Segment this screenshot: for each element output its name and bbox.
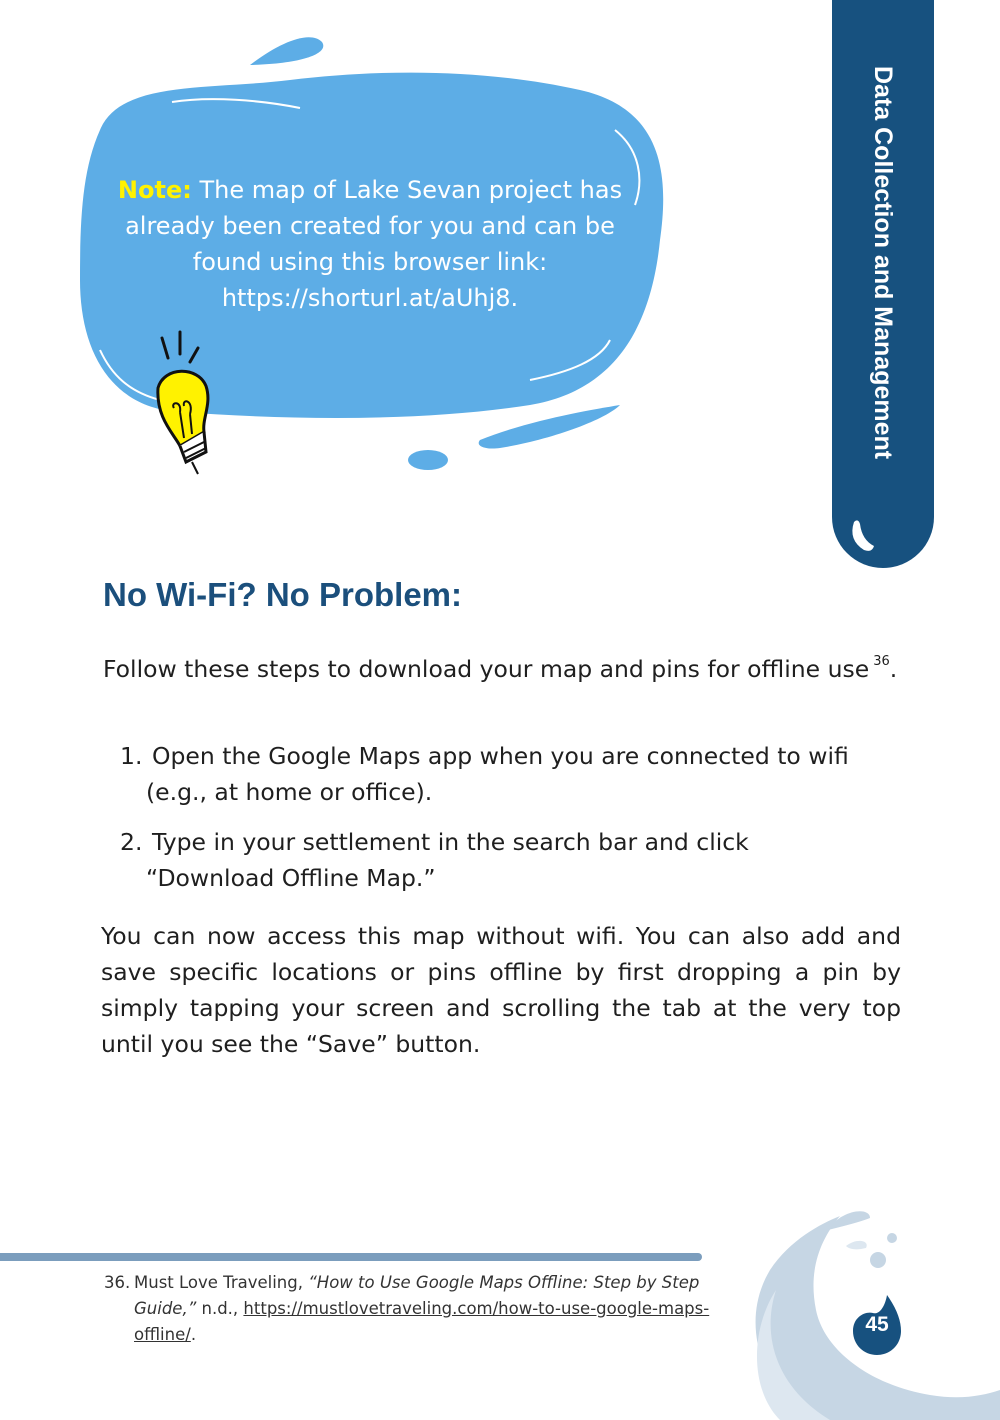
intro-end: . bbox=[889, 655, 898, 683]
intro-paragraph bbox=[103, 644, 903, 687]
step-text bbox=[146, 738, 849, 810]
intro-text: Follow these steps to download your map and pins for offline use bbox=[103, 655, 870, 683]
footnote-link[interactable]: https://mustlovetraveling.com/how-to-use-google-maps-offline/ bbox=[134, 1299, 710, 1344]
step-number: 2. bbox=[120, 828, 143, 856]
footnote-ref[interactable]: 36 bbox=[873, 654, 890, 669]
footnote-author: Must Love Traveling, bbox=[134, 1273, 303, 1292]
step-text bbox=[146, 824, 749, 896]
footnote-date: n.d., bbox=[201, 1299, 239, 1318]
closing-paragraph: You can now access this map without wifi. You can also add and save specific locations or pins offline by first dropping a pin by simply tapping your screen and scrolling the tab at the very top until you see the “Save” button. bbox=[101, 922, 901, 1058]
step-line: (e.g., at home or office). bbox=[146, 778, 433, 806]
step-line: Open the Google Maps app when you are connected to wifi bbox=[152, 742, 849, 770]
footnote-title: “How to Use Google Maps Offline: Step by Step Guide,” bbox=[134, 1273, 700, 1318]
note-text bbox=[100, 172, 640, 316]
step-number: 1. bbox=[120, 742, 143, 770]
note-body: The map of Lake Sevan project has already been created for you and can be found using this browser link: https://shorturl.at/aUhj8. bbox=[125, 176, 623, 312]
page-number: 45 bbox=[865, 1313, 889, 1336]
footnote bbox=[104, 1270, 734, 1348]
lightbulb-icon bbox=[128, 328, 228, 478]
step-line: “Download Offline Map.” bbox=[146, 864, 436, 892]
chapter-title: Data Collection and Management bbox=[869, 66, 897, 460]
steps-list bbox=[120, 738, 910, 910]
step-line: Type in your settlement in the search bar and click bbox=[152, 828, 749, 856]
footnote-number: 36. bbox=[104, 1273, 131, 1292]
list-item bbox=[120, 824, 910, 896]
drop-icon bbox=[846, 516, 880, 556]
footnote-end: . bbox=[190, 1325, 197, 1344]
footnote-body bbox=[134, 1270, 734, 1348]
footer-divider bbox=[0, 1253, 702, 1261]
section-heading: No Wi-Fi? No Problem: bbox=[103, 576, 463, 613]
note-label: Note: bbox=[117, 176, 192, 204]
list-item bbox=[120, 738, 910, 810]
